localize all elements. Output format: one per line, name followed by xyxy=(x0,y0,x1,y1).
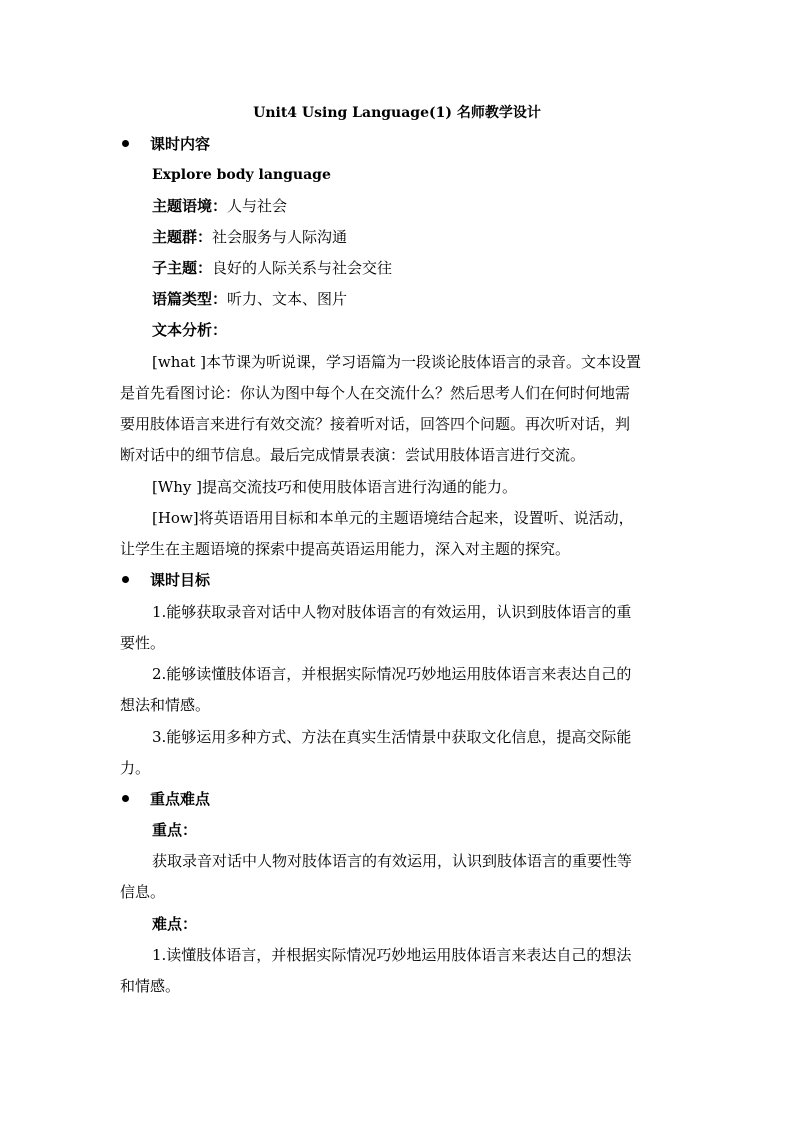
context-label: 主题语境： xyxy=(152,197,228,215)
analysis-label: 文本分析： xyxy=(152,321,228,339)
goal-3-line-2: 力。 xyxy=(120,759,151,777)
goal-3-line-1: 3.能够运用多种方式、方法在真实生活情景中获取文化信息，提高交际能 xyxy=(152,728,632,746)
section-heading-content: 课时内容 xyxy=(150,135,211,153)
subtopic-label: 子主题： xyxy=(152,259,213,277)
group-line xyxy=(152,227,347,247)
page-title: Unit4 Using Language(1) 名师教学设计 xyxy=(253,105,541,121)
how-line-2: 让学生在主题语境的探索中提高英语运用能力，深入对主题的探究。 xyxy=(120,540,571,558)
key-line-1: 获取录音对话中人物对肢体语言的有效运用，认识到肢体语言的重要性等 xyxy=(152,852,633,870)
difficult-label: 难点： xyxy=(152,915,198,933)
key-label: 重点： xyxy=(152,821,198,839)
goal-1-line-2: 要性。 xyxy=(120,634,166,652)
goal-2-line-1: 2.能够读懂肢体语言，并根据实际情况巧妙地运用肢体语言来表达自己的 xyxy=(152,665,632,683)
group-label: 主题群： xyxy=(152,228,213,246)
what-line-4: 断对话中的细节信息。最后完成情景表演：尝试用肢体语言进行交流。 xyxy=(120,446,586,464)
bullet-icon xyxy=(122,576,129,583)
group-value: 社会服务与人际沟通 xyxy=(212,228,348,246)
type-label: 语篇类型： xyxy=(152,290,228,308)
what-line-1: [what ]本节课为听说课，学习语篇为一段谈论肢体语言的录音。文本设置 xyxy=(152,353,641,371)
type-line xyxy=(152,289,347,309)
context-line xyxy=(152,196,287,216)
what-line-2: 是首先看图讨论：你认为图中每个人在交流什么？然后思考人们在何时何地需 xyxy=(120,384,631,402)
bullet-icon xyxy=(122,795,129,802)
how-line-1: [How]将英语语用目标和本单元的主题语境结合起来，设置听、说活动， xyxy=(152,509,634,527)
section-heading-key: 重点难点 xyxy=(150,790,211,808)
why-line: [Why ]提高交流技巧和使用肢体语言进行沟通的能力。 xyxy=(152,478,518,496)
what-line-3: 要用肢体语言来进行有效交流？接着听对话，回答四个问题。再次听对话，判 xyxy=(120,415,631,433)
goal-2-line-2: 想法和情感。 xyxy=(120,696,211,714)
difficult-line-1: 1.读懂肢体语言，并根据实际情况巧妙地运用肢体语言来表达自己的想法 xyxy=(152,946,632,964)
type-value: 听力、文本、图片 xyxy=(227,290,348,308)
topic-english: Explore body language xyxy=(152,167,331,183)
subtopic-value: 良好的人际关系与社会交往 xyxy=(212,259,393,277)
section-heading-goals: 课时目标 xyxy=(150,571,211,589)
key-line-2: 信息。 xyxy=(120,883,166,901)
difficult-line-2: 和情感。 xyxy=(120,977,181,995)
goal-1-line-1: 1.能够获取录音对话中人物对肢体语言的有效运用，认识到肢体语言的重 xyxy=(152,603,632,621)
subtopic-line xyxy=(152,258,392,278)
bullet-icon xyxy=(122,140,129,147)
context-value: 人与社会 xyxy=(227,197,288,215)
